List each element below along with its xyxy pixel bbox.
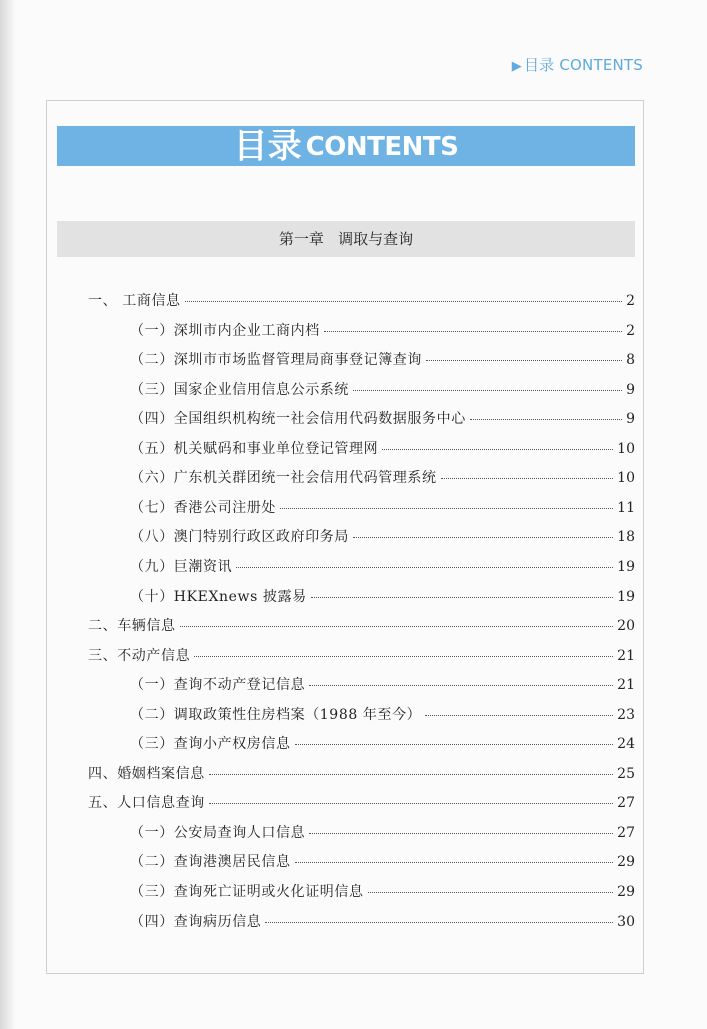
toc-entry-page-number: 2 — [626, 293, 635, 309]
toc-entry[interactable] — [130, 496, 635, 520]
triangle-right-icon: ▶ — [511, 59, 522, 74]
running-header-text: 目录 CONTENTS — [523, 56, 643, 74]
toc-entry-page-number: 9 — [626, 411, 635, 427]
toc-entry-page-number: 29 — [617, 884, 635, 900]
toc-entry[interactable] — [88, 289, 635, 313]
chapter-heading: 第一章 调取与查询 — [57, 221, 635, 257]
dot-leader — [353, 536, 613, 538]
toc-entry-page-number: 23 — [617, 707, 635, 723]
toc-entry-label: （九）巨潮资讯 — [130, 559, 233, 575]
toc-entry-page-number: 18 — [617, 529, 635, 545]
toc-entry[interactable] — [130, 348, 635, 372]
banner-title-en: CONTENTS — [305, 131, 459, 162]
toc-entry-label: （四）全国组织机构统一社会信用代码数据服务中心 — [130, 411, 466, 427]
toc-entry-label: 三、不动产信息 — [88, 648, 191, 664]
dot-leader — [295, 861, 614, 863]
dot-leader — [441, 477, 614, 479]
dot-leader — [180, 625, 614, 627]
toc-entry-page-number: 10 — [617, 470, 635, 486]
toc-entry-page-number: 19 — [617, 559, 635, 575]
toc-entry-label: （三）查询小产权房信息 — [130, 736, 291, 752]
toc-entry-page-number: 9 — [626, 382, 635, 398]
dot-leader — [309, 832, 613, 834]
toc-entry-page-number: 27 — [617, 825, 635, 841]
toc-entry[interactable] — [130, 466, 635, 490]
toc-entry-page-number: 20 — [617, 618, 635, 634]
toc-entry-page-number: 8 — [626, 352, 635, 368]
toc-entry[interactable] — [130, 703, 635, 727]
dot-leader — [382, 448, 613, 450]
toc-entry-page-number: 24 — [617, 736, 635, 752]
banner-title-cn: 目录 — [233, 126, 302, 167]
toc-entry[interactable] — [130, 319, 635, 343]
dot-leader — [185, 300, 622, 302]
toc-entry-label: 二、车辆信息 — [88, 618, 176, 634]
toc-entry-label: 一、 工商信息 — [88, 293, 181, 309]
dot-leader — [470, 418, 622, 420]
toc-entry-label: （二）深圳市市场监督管理局商事登记簿查询 — [130, 352, 422, 368]
toc-entry-page-number: 2 — [626, 323, 635, 339]
toc-entry-page-number: 21 — [617, 648, 635, 664]
dot-leader — [209, 802, 613, 804]
dot-leader — [265, 921, 613, 923]
dot-leader — [426, 359, 622, 361]
toc-entry-label: 四、婚姻档案信息 — [88, 766, 205, 782]
toc-entry-label: （三）国家企业信用信息公示系统 — [130, 382, 349, 398]
toc-entry-label: （一）公安局查询人口信息 — [130, 825, 306, 841]
dot-leader — [324, 330, 622, 332]
dot-leader — [353, 389, 622, 391]
toc-entry[interactable] — [88, 791, 635, 815]
dot-leader — [309, 684, 613, 686]
toc-entry[interactable] — [130, 555, 635, 579]
toc-entry[interactable] — [130, 821, 635, 845]
toc-entry-page-number: 21 — [617, 677, 635, 693]
toc-entry-label: （十）HKEXnews 披露易 — [130, 589, 307, 605]
dot-leader — [368, 891, 614, 893]
toc-entry[interactable] — [130, 437, 635, 461]
toc-entry-label: （六）广东机关群团统一社会信用代码管理系统 — [130, 470, 437, 486]
toc-entry-page-number: 30 — [617, 914, 635, 930]
toc-entry-page-number: 19 — [617, 589, 635, 605]
toc-entry[interactable] — [130, 525, 635, 549]
toc-entry-label: （八）澳门特别行政区政府印务局 — [130, 529, 349, 545]
dot-leader — [194, 655, 613, 657]
toc-entry[interactable] — [130, 673, 635, 697]
toc-entry-label: （七）香港公司注册处 — [130, 500, 276, 516]
dot-leader — [295, 743, 614, 745]
toc-entry[interactable] — [130, 910, 635, 934]
dot-leader — [280, 507, 613, 509]
toc-entry-page-number: 25 — [617, 766, 635, 782]
toc-entry-label: （二）查询港澳居民信息 — [130, 854, 291, 870]
toc-entry[interactable] — [130, 378, 635, 402]
toc-entry-label: （一）深圳市内企业工商内档 — [130, 323, 320, 339]
toc-entry-page-number: 10 — [617, 441, 635, 457]
toc-entry[interactable] — [88, 762, 635, 786]
toc-entry[interactable] — [130, 850, 635, 874]
toc-entry[interactable] — [130, 407, 635, 431]
dot-leader — [209, 773, 613, 775]
dot-leader — [425, 714, 613, 716]
toc-entry[interactable] — [130, 880, 635, 904]
toc-entry-page-number: 11 — [617, 500, 635, 516]
toc-entry[interactable] — [88, 644, 635, 668]
toc-entry-label: （四）查询病历信息 — [130, 914, 262, 930]
toc-entry-label: 五、人口信息查询 — [88, 795, 205, 811]
toc-entry[interactable] — [130, 585, 635, 609]
toc-entry[interactable] — [130, 732, 635, 756]
toc-entry-label: （三）查询死亡证明或火化证明信息 — [130, 884, 364, 900]
toc-entry-label: （二）调取政策性住房档案（1988 年至今） — [130, 707, 422, 723]
toc-entry-page-number: 27 — [617, 795, 635, 811]
toc-entry-label: （五）机关赋码和事业单位登记管理网 — [130, 441, 379, 457]
toc-entry-label: （一）查询不动产登记信息 — [130, 677, 306, 693]
toc-entry[interactable] — [88, 614, 635, 638]
dot-leader — [236, 566, 613, 568]
dot-leader — [311, 596, 613, 598]
toc-entry-page-number: 29 — [617, 854, 635, 870]
